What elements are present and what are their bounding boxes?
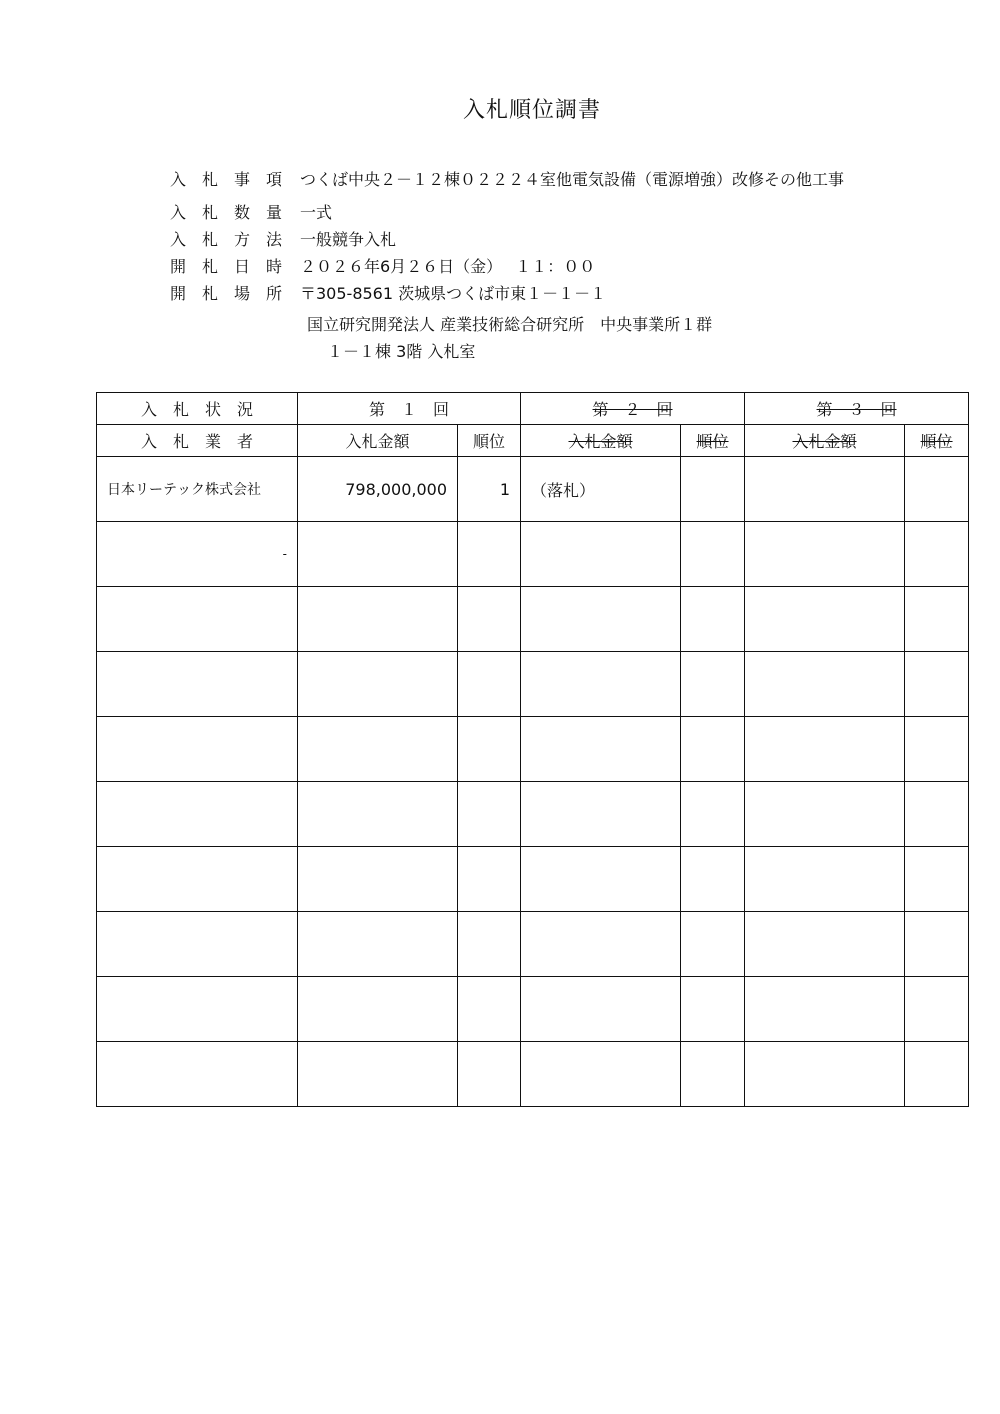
empty-cell: [97, 977, 298, 1042]
empty-cell: [905, 1042, 969, 1107]
empty-cell: [97, 652, 298, 717]
address-line-2: 国立研究開発法人 産業技術総合研究所 中央事業所１群: [307, 315, 713, 334]
info-row-datetime: [170, 257, 595, 277]
empty-cell: [905, 652, 969, 717]
header-row-columns: [97, 425, 969, 457]
info-label: 入 札 方 法: [170, 230, 283, 249]
amount-header-1: 入札金額: [298, 425, 458, 457]
empty-cell: [458, 652, 521, 717]
round-3-header: 第 ３ 回: [745, 393, 969, 425]
empty-cell: [745, 977, 905, 1042]
empty-cell: [681, 912, 745, 977]
empty-cell: [745, 1042, 905, 1107]
info-value: 一般競争入札: [300, 230, 397, 249]
table-row: [97, 587, 969, 652]
vendor-cell: 日本リーテック株式会社: [97, 457, 298, 522]
empty-cell: [521, 652, 681, 717]
empty-cell: [745, 847, 905, 912]
empty-cell: [905, 912, 969, 977]
empty-cell: [298, 652, 458, 717]
empty-cell: [97, 1042, 298, 1107]
empty-cell: [745, 912, 905, 977]
info-value: つくば中央２－１２棟０２２２４室他電気設備（電源増強）改修その他工事: [300, 170, 845, 189]
table-row: [97, 457, 969, 522]
amount-header-3: 入札金額: [745, 425, 905, 457]
info-row-subject: [170, 170, 844, 190]
empty-cell: [298, 912, 458, 977]
rank-header-3: 順位: [905, 425, 969, 457]
empty-cell: [745, 782, 905, 847]
empty-cell: [681, 782, 745, 847]
empty-cell: [521, 847, 681, 912]
round-1-header: 第 １ 回: [298, 393, 521, 425]
vendor-header: 入 札 業 者: [97, 425, 298, 457]
empty-cell: [905, 977, 969, 1042]
info-row-place: [170, 284, 606, 304]
empty-cell: [681, 457, 745, 522]
table-row: [97, 652, 969, 717]
table-row: [97, 717, 969, 782]
empty-cell: [681, 717, 745, 782]
info-value: ２０２６年6月２６日（金） １１：００: [300, 257, 596, 276]
table-row: [97, 782, 969, 847]
empty-cell: [97, 717, 298, 782]
empty-cell: [458, 522, 521, 587]
table-row: [97, 522, 969, 587]
table-row: [97, 847, 969, 912]
empty-cell: [298, 522, 458, 587]
rank-header-1: 順位: [458, 425, 521, 457]
amount-cell: 798,000,000: [298, 457, 458, 522]
empty-cell: [681, 1042, 745, 1107]
empty-cell: [458, 1042, 521, 1107]
amount-header-2: 入札金額: [521, 425, 681, 457]
address-line-3: １－１棟 3階 入札室: [327, 342, 476, 361]
info-value: 〒305-8561 茨城県つくば市東１－１－１: [300, 284, 607, 303]
empty-cell: [458, 977, 521, 1042]
empty-cell: [298, 977, 458, 1042]
empty-cell: [521, 782, 681, 847]
empty-cell: [521, 522, 681, 587]
round-2-header: 第 ２ 回: [521, 393, 745, 425]
empty-cell: [745, 522, 905, 587]
empty-cell: [298, 717, 458, 782]
info-label: 入 札 事 項: [170, 170, 283, 189]
empty-cell: [521, 587, 681, 652]
empty-cell: [905, 457, 969, 522]
empty-cell: [745, 457, 905, 522]
table-row: [97, 977, 969, 1042]
empty-cell: [681, 652, 745, 717]
empty-cell: [745, 652, 905, 717]
empty-cell: [905, 782, 969, 847]
empty-cell: [458, 847, 521, 912]
info-label: 開 札 日 時: [170, 257, 283, 276]
rank-cell: 1: [458, 457, 521, 522]
vendor-cell: -: [97, 522, 298, 587]
rank-header-2: 順位: [681, 425, 745, 457]
empty-cell: [745, 717, 905, 782]
empty-cell: [521, 912, 681, 977]
empty-cell: [458, 912, 521, 977]
empty-cell: [97, 587, 298, 652]
empty-cell: [681, 522, 745, 587]
empty-cell: [905, 587, 969, 652]
table-row: [97, 1042, 969, 1107]
empty-cell: [521, 977, 681, 1042]
empty-cell: [97, 782, 298, 847]
empty-cell: [298, 782, 458, 847]
empty-cell: [97, 847, 298, 912]
empty-cell: [745, 587, 905, 652]
page-title: 入札順位調書: [462, 98, 601, 123]
empty-cell: [681, 587, 745, 652]
table-row: [97, 912, 969, 977]
empty-cell: [298, 1042, 458, 1107]
info-label: 入 札 数 量: [170, 203, 283, 222]
info-value: 一式: [300, 203, 333, 222]
empty-cell: [458, 717, 521, 782]
award-note-cell: （落札）: [521, 457, 681, 522]
empty-cell: [458, 782, 521, 847]
empty-cell: [681, 977, 745, 1042]
empty-cell: [905, 717, 969, 782]
empty-cell: [905, 847, 969, 912]
status-header: 入 札 状 況: [97, 393, 298, 425]
empty-cell: [298, 587, 458, 652]
empty-cell: [298, 847, 458, 912]
empty-cell: [521, 1042, 681, 1107]
empty-cell: [97, 912, 298, 977]
empty-cell: [521, 717, 681, 782]
empty-cell: [458, 587, 521, 652]
empty-cell: [905, 522, 969, 587]
info-row-quantity: [170, 203, 332, 223]
empty-cell: [681, 847, 745, 912]
info-label: 開 札 場 所: [170, 284, 283, 303]
bid-ranking-table: [96, 392, 969, 1107]
info-row-method: [170, 230, 396, 250]
header-row-rounds: [97, 393, 969, 425]
